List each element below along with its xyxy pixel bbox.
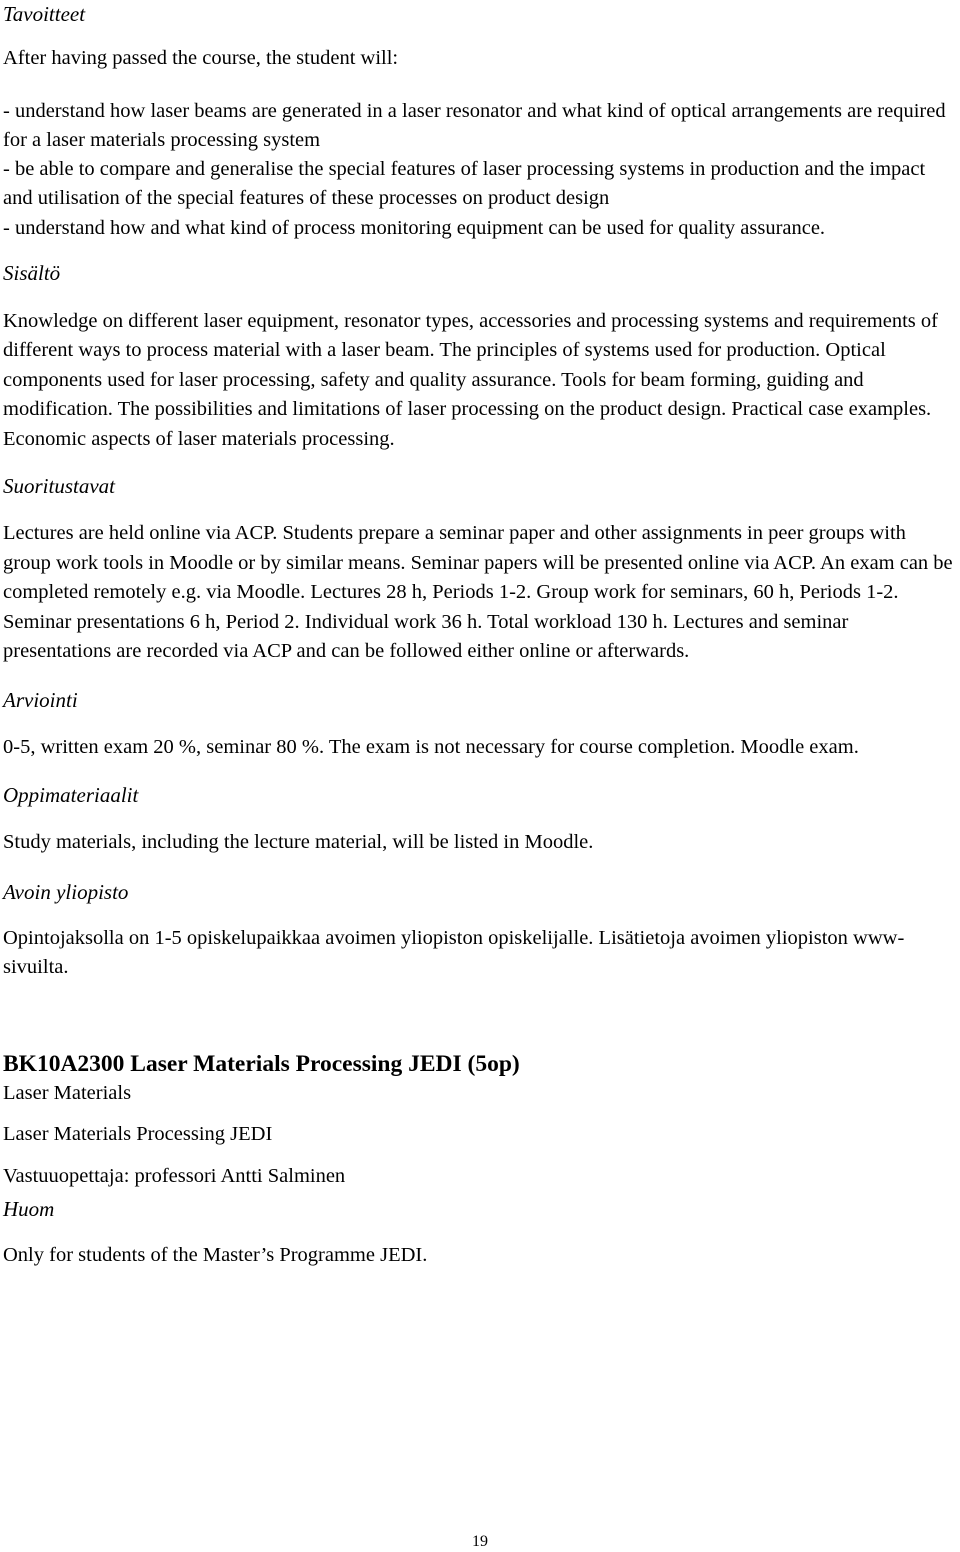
course-name: Laser Materials Processing JEDI: [3, 1123, 273, 1146]
tavoitteet-intro: After having passed the course, the student will:: [3, 47, 399, 69]
oppimateriaalit-text: Study materials, including the lecture material, will be listed in Moodle.: [3, 831, 594, 854]
list-item: - be able to compare and generalise the special features of laser processing systems in production and the impact and utilisation of the special features of these processes on product design: [3, 158, 926, 210]
heading-tavoitteet: Tavoitteet: [3, 2, 86, 26]
suoritustavat-text: Lectures are held online via ACP. Students prepare a seminar paper and other assignments in peer groups with group work tools in Moodle or by similar means. Seminar papers will be presented online via ACP. An exam can be completed remotely e.g. via Moodle. Lectures 28 h, Periods 1-2. Group work for seminars, 60 h, Periods 1-2. Seminar presentations 6 h, Period 2. Individual work 36 h. Total workload 130 h. Lectures and seminar presentations are recorded via ACP and can be followed either online or afterwards.: [3, 522, 953, 663]
heading-suoritustavat: Suoritustavat: [3, 474, 116, 499]
sisalto-text: Knowledge on different laser equipment, resonator types, accessories and processing systems and requirements of different ways to process material with a laser beam. The principles of systems used for production. Optical components used for laser processing, safety and quality assurance. Tools for beam forming, guiding and modification. The possibilities and limitations of laser processing on the product design. Practical case examples. Economic aspects of laser materials processing.: [3, 309, 938, 450]
heading-arviointi: Arviointi: [3, 687, 78, 712]
arviointi-text: 0-5, written exam 20 %, seminar 80 %. The exam is not necessary for course completion. Moodle exam.: [3, 735, 859, 758]
course-teacher: Vastuuopettaja: professori Antti Salminen: [3, 1164, 346, 1187]
course-subtitle: Laser Materials: [3, 1081, 132, 1104]
heading-huom: Huom: [3, 1197, 55, 1222]
avoin-yliopisto-text: Opintojaksolla on 1-5 opiskelupaikkaa avoimen yliopiston opiskelijalle. Lisätietoja avoimen yliopiston www-sivuilta.: [3, 926, 905, 979]
heading-oppimateriaalit: Oppimateriaalit: [3, 783, 139, 808]
course-code-title: BK10A2300 Laser Materials Processing JEDI (5op): [3, 1050, 520, 1077]
huom-text: Only for students of the Master’s Programme JEDI.: [3, 1244, 428, 1267]
heading-sisalto: Sisältö: [3, 260, 61, 285]
document-page: [3, 0, 955, 1271]
tavoitteet-list: [3, 97, 955, 243]
heading-avoin-yliopisto: Avoin yliopisto: [3, 879, 129, 904]
list-item: - understand how and what kind of process monitoring equipment can be used for quality assurance.: [3, 216, 826, 239]
list-item: - understand how laser beams are generated in a laser resonator and what kind of optical arrangements are required for a laser materials processing system: [3, 99, 946, 151]
page-number: 19: [472, 1533, 488, 1550]
